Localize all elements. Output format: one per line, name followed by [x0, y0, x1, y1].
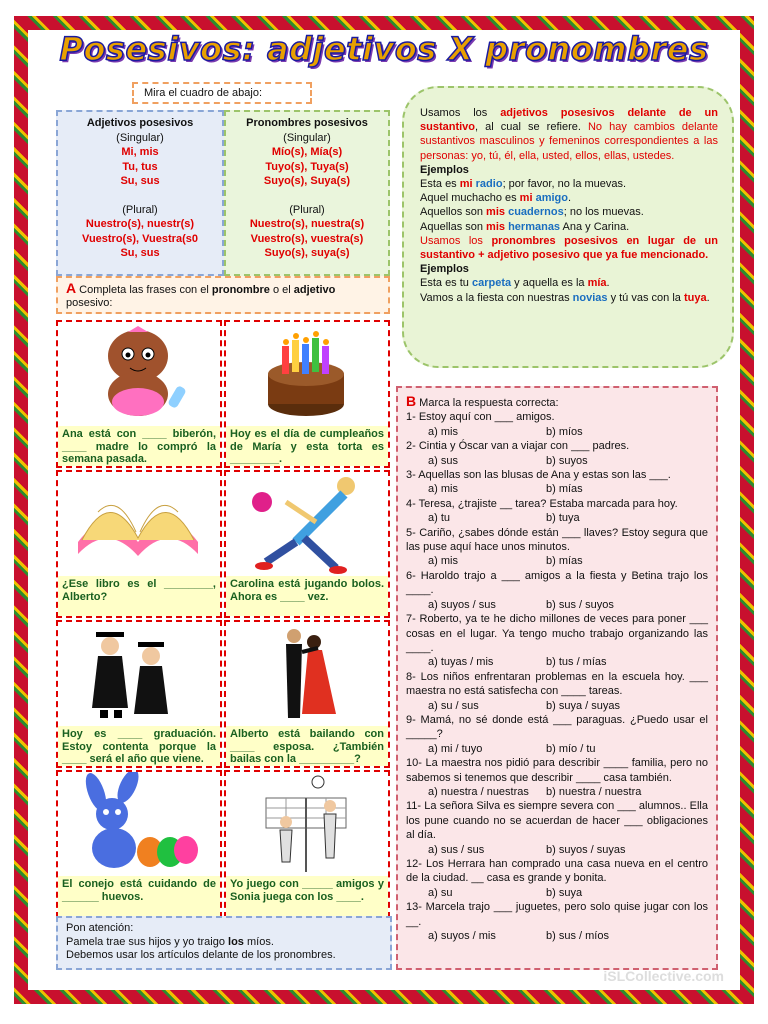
question-list [406, 410, 708, 943]
option-a[interactable]: a) su [428, 886, 453, 899]
answer-options [406, 511, 708, 525]
pronombres-plural-item: Nuestro(s), nuestra(s) [249, 218, 365, 230]
volleyball-icon [226, 772, 388, 876]
option-a[interactable]: a) nuestra / nuestras [428, 785, 529, 798]
example-line: Aquellos son mis cuadernos; no los muevas. [420, 206, 644, 219]
option-b[interactable]: b) suyos / suyas [546, 843, 626, 856]
question-text: 4- Teresa, ¿trajiste __ tarea? Estaba marcada para hoy. [406, 497, 678, 510]
atencion-line: Debemos usar los artículos delante de los pronombres. [66, 949, 336, 961]
explanation-adjetivos: Usamos los adjetivos posesivos delante de un sustantivo, al cual se refiere. No hay cambios delante sustantivos masculinos y femeninos correspondientes a las personas: yo, tú, él, ella, usted, ellos, ellas, ustedes. [420, 107, 718, 162]
question-text: 2- Cintia y Óscar van a viajar con ___ padres. [406, 440, 630, 453]
exercise-cell [224, 770, 390, 918]
adjetivos-singular-item: Tu, tus [122, 160, 158, 173]
adjetivos-box [56, 110, 224, 276]
exercise-cell [224, 470, 390, 618]
question-text: 11- La señora Silva es siempre severa con ___ alumnos.. Ella los pune cuando no se acuerdan de hacer ___ obligaciones al día. [406, 800, 708, 842]
page-title: Posesivos: adjetivos X pronombres [59, 30, 709, 68]
question-text: 9- Mamá, no sé donde está ___ paraguas. ¿Puedo usar el _____? [406, 713, 708, 741]
worksheet [28, 30, 740, 990]
exercise-caption: Yo juego con _____ amigos y Sonia juega con los ____. [226, 876, 388, 916]
exercise-cell [56, 470, 222, 618]
option-a[interactable]: a) mis [428, 425, 458, 438]
example-line: Aquel muchacho es mi amigo. [420, 192, 572, 205]
birthday-cake-icon [226, 322, 388, 426]
atencion-line: Pamela trae sus hijos y yo traigo los míos. [66, 935, 274, 948]
exercise-caption: ¿Ese libro es el ________, Alberto? [58, 576, 220, 616]
exercise-grid [56, 320, 392, 914]
answer-options [406, 454, 708, 468]
adjetivos-heading: Adjetivos posesivos [86, 117, 194, 129]
section-b-quiz [396, 386, 718, 970]
option-a[interactable]: a) su / sus [428, 699, 479, 712]
answer-options [406, 886, 708, 900]
exercise-cell [56, 770, 222, 918]
option-b[interactable]: b) nuestra / nuestra [546, 785, 642, 798]
option-b[interactable]: b) sus / míos [546, 930, 609, 943]
answer-options [406, 699, 708, 713]
option-a[interactable]: a) tuyas / mis [428, 656, 494, 669]
adjetivos-singular-item: Mi, mis [121, 146, 159, 158]
question-text: 1- Estoy aquí con ___ amigos. [406, 411, 555, 424]
pronombres-plural-item: Suyo(s), suya(s) [264, 247, 350, 259]
section-b-instructions: B Marca la respuesta correcta: [406, 393, 559, 409]
option-a[interactable]: a) suyos / sus [428, 598, 496, 611]
option-b[interactable]: b) suyos [546, 454, 588, 467]
question-text: 8- Los niños enfrentaran problemas en la escuela hoy. ___ maestra no está satisfecha con ____ tareas. [406, 670, 708, 698]
explanation-box [402, 86, 734, 368]
atencion-note [56, 916, 392, 970]
adjetivos-plural-label: (Plural) [122, 203, 158, 216]
exercise-cell [56, 320, 222, 468]
example-line: Vamos a la fiesta con nuestras novias y tú vas con la tuya. [420, 291, 710, 304]
exercise-caption: Hoy es el día de cumpleaños de María y esta torta es ________. [226, 426, 388, 466]
answer-options [406, 742, 708, 756]
section-a-instructions: A Completa las frases con el pronombre o el adjetivo posesivo: [56, 276, 390, 314]
answer-options [406, 425, 708, 439]
option-a[interactable]: a) mis [428, 483, 458, 496]
pronombres-box [224, 110, 390, 276]
example-line: Aquellas son mis hermanas Ana y Carina. [420, 220, 630, 233]
atencion-heading: Pon atención: [66, 922, 134, 934]
watermark: iSLCollective.com [603, 968, 724, 984]
question-text: 3- Aquellas son las blusas de Ana y estas son las ___. [406, 469, 671, 482]
question-text: 7- Roberto, ya te he dicho millones de veces para poner ___ cosas en el lugar. Ya tengo mucho trabajo organizando las ____. [406, 613, 708, 654]
exercise-cell [224, 320, 390, 468]
answer-options [406, 785, 708, 799]
exercise-caption: El conejo está cuidando de ______ huevos. [58, 876, 220, 916]
question-text: 5- Cariño, ¿sabes dónde están ___ llaves? Estoy segura que las puse aquí hace unos minutos. [406, 526, 708, 554]
adjetivos-plural-item: Vuestro(s), Vuestra(s0 [82, 232, 198, 245]
exercise-cell [224, 620, 390, 768]
graduates-icon [58, 622, 220, 726]
answer-options [406, 655, 708, 669]
exercise-caption: Alberto está bailando con ____ esposa. ¿También bailas con la _________? [226, 726, 388, 766]
pronombres-singular-item: Tuyo(s), Tuya(s) [265, 160, 349, 173]
option-b[interactable]: b) suya [546, 886, 583, 899]
option-b[interactable]: b) sus / suyos [546, 598, 614, 611]
option-b[interactable]: b) míos [546, 425, 583, 438]
option-a[interactable]: a) sus / sus [428, 843, 485, 856]
pronombres-singular-item: Suyo(s), Suya(s) [263, 175, 351, 187]
option-b[interactable]: b) tus / mías [546, 656, 607, 669]
question-text: 6- Haroldo trajo a ___ amigos a la fiesta y Betina trajo los ____. [406, 569, 708, 597]
mira-note: Mira el cuadro de abajo: [132, 82, 312, 104]
adjetivos-singular-label: (Singular) [116, 131, 164, 144]
answer-options [406, 554, 708, 568]
exercise-caption: Ana está con ____ biberón, ____ madre lo compró la semana pasada. [58, 426, 220, 466]
option-a[interactable]: a) suyos / mis [428, 930, 496, 943]
bowling-icon [226, 472, 388, 576]
ejemplos-heading: Ejemplos [420, 263, 469, 276]
adjetivos-singular-item: Su, sus [120, 175, 160, 187]
example-line: Esta es tu carpeta y aquella es la mía. [420, 277, 610, 290]
option-b[interactable]: b) mío / tu [546, 742, 596, 755]
question-text: 10- La maestra nos pidió para describir ____ familia, pero no sabemos si tenemos que describir ____ casa también. [406, 757, 708, 784]
dancers-icon [226, 622, 388, 726]
ejemplos-heading: Ejemplos [420, 163, 469, 176]
exercise-caption: Hoy es ____ graduación. Estoy contenta porque la ____ será el año que viene. [58, 726, 220, 766]
answer-options [406, 482, 708, 496]
book-icon [58, 472, 220, 576]
option-a[interactable]: a) mis [428, 555, 458, 568]
pronombres-singular-label: (Singular) [283, 131, 331, 144]
option-a[interactable]: a) sus [428, 454, 458, 467]
answer-options [406, 843, 708, 857]
adjetivos-plural-item: Su, sus [120, 247, 160, 259]
question-text: 12- Los Herrara han comprado una casa nueva en el centro de la ciudad. __ casa es grande y bonita. [406, 858, 708, 885]
exercise-cell [56, 620, 222, 768]
option-a[interactable]: a) mi / tuyo [428, 742, 483, 755]
option-b[interactable]: b) tuya [546, 512, 580, 525]
option-b[interactable]: b) suya / suyas [546, 699, 620, 712]
exercise-caption: Carolina está jugando bolos. Ahora es ____ vez. [226, 576, 388, 616]
answer-options [406, 598, 708, 612]
pronombres-plural-label: (Plural) [289, 203, 325, 216]
baby-icon [58, 322, 220, 426]
explanation-pronombres: Usamos los pronombres posesivos en lugar de un sustantivo + adjetivo posesivo que ya fue mencionado. [420, 234, 718, 262]
question-text: 13- Marcela trajo ___ juguetes, pero solo quise jugar con los __. [406, 901, 708, 928]
pronombres-heading: Pronombres posesivos [246, 117, 368, 129]
option-b[interactable]: b) mías [546, 555, 583, 568]
pronombres-singular-item: Mío(s), Mía(s) [271, 146, 343, 158]
option-b[interactable]: b) mías [546, 483, 583, 496]
pronombres-plural-item: Vuestro(s), vuestra(s) [250, 232, 364, 245]
example-line: Esta es mi radio; por favor, no la muevas. [420, 178, 627, 191]
section-a-letter: A [66, 280, 77, 296]
adjetivos-plural-item: Nuestro(s), nuestr(s) [85, 218, 195, 230]
option-a[interactable]: a) tu [428, 512, 451, 525]
bunny-icon [58, 772, 220, 876]
answer-options [406, 929, 708, 943]
